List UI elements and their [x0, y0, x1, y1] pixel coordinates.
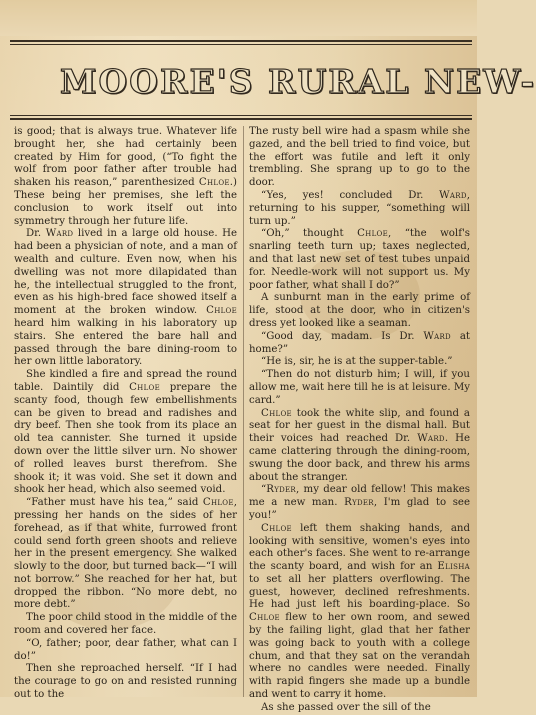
name-chloe: Chloe	[202, 497, 234, 509]
text-run: , my dear old fellow! This makes me a new man.	[249, 484, 470, 509]
name-chloe: Chloe	[261, 522, 292, 534]
text-run: , I'm glad to see you!”	[249, 497, 470, 521]
text-run: is good; that is always true. Whatever life brought her, she had certainly been created by Him for good, (“To fight the wolf from poor father after trouble had shaken his reason,” parenthesized	[14, 126, 237, 189]
left-paragraph-6: “O, father; poor, dear father, what can I do!”	[14, 637, 237, 662]
text-run: to set all her platters overflowing. The guest, however, declined refreshments. He had just left his boarding-place. So	[249, 573, 470, 611]
text-run: lived in a large old house. He had been a physician of note, and a man of wealth and culture. Even now, when his dwelling was not more dilapidated than he, the intellectual struggled to the front, even as his high-bred face showed itself a moment at the broken window.	[14, 228, 237, 317]
text-run: “Yes, yes! concluded Dr.	[261, 189, 440, 201]
masthead-bottom-rule	[10, 118, 472, 120]
text-run: She kindled a fire and spread the round table. Daintily did	[14, 369, 237, 393]
text-run: , pressing her hands on the sides of her forehead, as if that white, furrowed front could send forth green shoots and relieve her in the present emergency. She walked slowly to the door, but turned back—“I will not borrow.” She reached for her hat, but dropped the ribbon. “No more debt, no more debt.”	[14, 497, 237, 611]
name-ward: Ward	[45, 228, 74, 240]
text-run: “Good day, madam. Is Dr.	[261, 330, 424, 342]
left-paragraph-5: The poor child stood in the middle of the room and covered her face.	[14, 612, 237, 637]
right-paragraph-10	[249, 523, 470, 702]
page-top-margin	[0, 0, 477, 36]
left-paragraph-2	[14, 228, 237, 369]
name-ryder: Ryder	[266, 484, 297, 496]
text-run: took the white slip, and found a seat for her guest in the dismal hall. But their voices had reached Dr.	[249, 407, 470, 445]
name-chloe: Chloe	[357, 228, 388, 240]
text-run: .) These being her premises, she left the conclusion to work itself out into symmetry through her future life.	[14, 177, 237, 227]
name-ward: Ward	[439, 189, 467, 201]
right-paragraph-7: “Then do not disturb him; I will, if you allow me, wait here till he is at leisure. My card.”	[249, 369, 470, 406]
masthead-bottom-rule-thin	[10, 115, 472, 116]
name-elisha: Elisha	[437, 561, 470, 573]
text-run: Dr.	[26, 228, 46, 240]
text-run: , returning to his supper, “something will turn up.”	[249, 189, 470, 227]
text-run: “Father must have his tea,” said	[26, 497, 203, 509]
text-run: heard him walking in his laboratory up stairs. She entered the bare hall and passed through the bare dining-room to her own little laboratory.	[14, 317, 237, 368]
left-column	[14, 126, 237, 701]
right-paragraph-11: As she passed over the sill of the	[261, 701, 431, 713]
right-paragraph-5	[249, 331, 470, 357]
text-run: left them shaking hands, and looking with sensitive, women's eyes into each other's faces. She went to re-arrange the scanty board, and wish for an	[249, 522, 470, 573]
right-paragraph-8	[249, 408, 470, 485]
name-chloe: Chloe	[261, 407, 292, 419]
text-run: , “the wolf's snarling teeth turn up; taxes neglected, and that last new set of test tubes unpaid for. Needle-work will not support us. My poor father, what shall I do?”	[249, 228, 470, 291]
masthead-top-rule-thin	[10, 44, 472, 45]
left-paragraph-4	[14, 497, 237, 612]
masthead-top-rule	[10, 40, 472, 42]
right-paragraph-6: “He is, sir, he is at the supper-table.”	[261, 356, 453, 368]
text-run: “	[261, 484, 267, 496]
name-ward: Ward	[423, 330, 451, 342]
right-paragraph-1: The rusty bell wire had a spasm while she gazed, and the bell tried to find voice, but the effort was futile and left it only trembling. She sprang up to go to the door.	[249, 126, 470, 189]
name-chloe: Chloe	[198, 177, 230, 189]
right-column	[249, 126, 471, 713]
right-paragraph-2	[249, 190, 470, 228]
right-paragraph-9	[249, 484, 470, 522]
left-paragraph-1	[14, 126, 237, 228]
name-ryder: Ryder	[344, 497, 374, 509]
text-run: flew to her own room, and sewed by the failing light, glad that her father was going back to youth with a college chum, and that they sat on the verandah where no candles were needed. Finally with rapid fingers she made up a bundle and went to carry it home.	[249, 612, 470, 701]
text-run: “Oh,” thought	[261, 228, 358, 240]
left-paragraph-7: Then she reproached herself. “If I had the courage to go on and resisted running out to the	[14, 663, 237, 701]
masthead-title: MOORE'S RURAL NEW-	[60, 62, 536, 101]
text-run: prepare the scanty food, though few embellishments can be given to bread and radishes and dry beef. Then she took from its place an old tea cannister. She turned it upside down over the little silver urn. No shower of rolled leaves burst therefrom. She shook it; it was void. She set it down and shook her head, which also seemed void.	[14, 381, 237, 496]
name-chloe: Chloe	[249, 612, 280, 624]
right-paragraph-4: A sunburnt man in the early prime of life, stood at the door, who in citizen's dress yet looked like a seaman.	[249, 292, 470, 329]
name-chloe: Chloe	[129, 381, 160, 393]
column-divider	[243, 126, 244, 697]
text-run: . He came clattering through the dining-room, swung the door back, and threw his arms about the stranger.	[249, 433, 470, 483]
right-paragraph-3	[249, 228, 470, 292]
left-paragraph-3	[14, 369, 237, 497]
name-chloe: Chloe	[206, 305, 237, 317]
text-run: at home?”	[249, 330, 471, 355]
name-ward: Ward	[417, 433, 445, 445]
